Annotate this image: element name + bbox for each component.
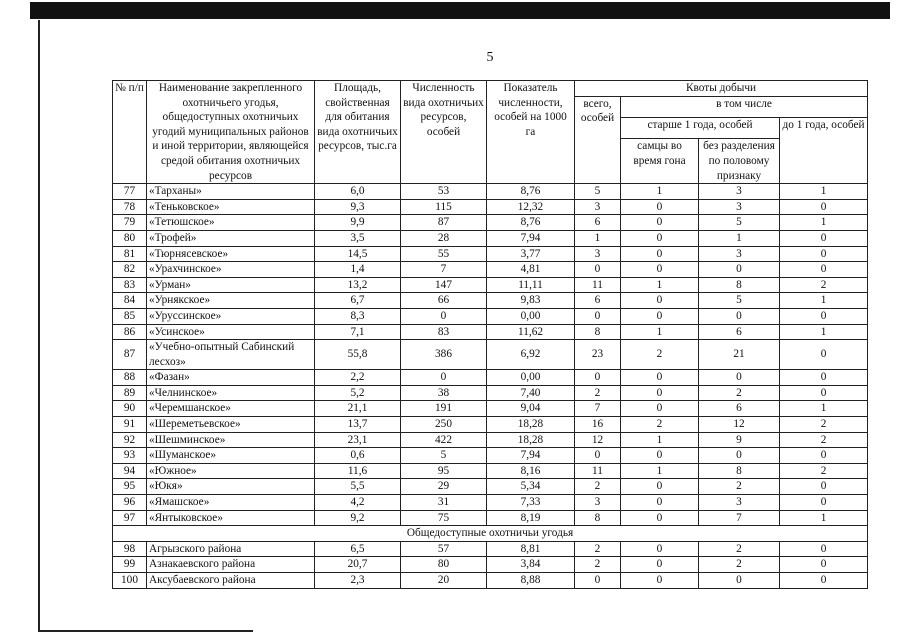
cell-value: 8,19 — [487, 510, 575, 526]
cell-value: 18,28 — [487, 417, 575, 433]
cell-value: 87 — [113, 340, 147, 370]
cell-value: 0 — [575, 448, 621, 464]
cell-name: «Усинское» — [147, 324, 315, 340]
cell-value: 87 — [401, 215, 487, 231]
cell-value: 99 — [113, 557, 147, 573]
cell-value: 66 — [401, 293, 487, 309]
cell-value: 2 — [780, 277, 868, 293]
section-row-group — [113, 526, 868, 542]
cell-value: 23,1 — [315, 432, 401, 448]
cell-value: 21 — [699, 340, 780, 370]
cell-name: «Учебно-опытный Сабинский лесхоз» — [147, 340, 315, 370]
cell-value: 1,4 — [315, 262, 401, 278]
cell-value: 1 — [575, 230, 621, 246]
cell-value: 3 — [699, 184, 780, 200]
cell-value: 3,5 — [315, 230, 401, 246]
cell-value: 0 — [621, 262, 699, 278]
cell-value: 0 — [621, 293, 699, 309]
cell-name: «Челнинское» — [147, 385, 315, 401]
cell-value: 8 — [575, 510, 621, 526]
cell-value: 89 — [113, 385, 147, 401]
table-row — [113, 230, 868, 246]
cell-value: 95 — [113, 479, 147, 495]
cell-value: 57 — [401, 541, 487, 557]
cell-value: 1 — [780, 324, 868, 340]
cell-value: 7 — [401, 262, 487, 278]
cell-value: 9,3 — [315, 199, 401, 215]
cell-value: 83 — [401, 324, 487, 340]
cell-value: 11 — [575, 463, 621, 479]
cell-value: 31 — [401, 495, 487, 511]
cell-name: «Тарханы» — [147, 184, 315, 200]
cell-value: 6,0 — [315, 184, 401, 200]
cell-value: 2 — [575, 385, 621, 401]
cell-value: 9,04 — [487, 401, 575, 417]
cell-value: 0 — [699, 573, 780, 589]
cell-value: 0 — [780, 370, 868, 386]
table-row — [113, 308, 868, 324]
header-area: Площадь, свойственная для обитания вида охотничьих ресурсов, тыс.га — [315, 81, 401, 184]
section-row — [113, 526, 868, 542]
cell-value: 0 — [621, 385, 699, 401]
cell-value: 1 — [621, 277, 699, 293]
cell-value: 8,81 — [487, 541, 575, 557]
table-row — [113, 417, 868, 433]
cell-value: 1 — [621, 463, 699, 479]
cell-value: 2 — [621, 417, 699, 433]
table-row — [113, 432, 868, 448]
cell-value: 8 — [699, 277, 780, 293]
cell-value: 92 — [113, 432, 147, 448]
cell-value: 7,33 — [487, 495, 575, 511]
cell-value: 386 — [401, 340, 487, 370]
cell-value: 2 — [780, 417, 868, 433]
cell-name: «Шешминское» — [147, 432, 315, 448]
cell-name: «Ямашское» — [147, 495, 315, 511]
cell-value: 0 — [621, 230, 699, 246]
cell-value: 1 — [780, 184, 868, 200]
cell-value: 0 — [621, 401, 699, 417]
cell-value: 5,2 — [315, 385, 401, 401]
cell-value: 94 — [113, 463, 147, 479]
cell-value: 0 — [699, 262, 780, 278]
cell-value: 13,2 — [315, 277, 401, 293]
cell-value: 3 — [575, 495, 621, 511]
cell-value: 2 — [575, 557, 621, 573]
cell-value: 7 — [699, 510, 780, 526]
cell-value: 84 — [113, 293, 147, 309]
cell-value: 20 — [401, 573, 487, 589]
cell-value: 1 — [621, 184, 699, 200]
cell-value: 1 — [699, 230, 780, 246]
cell-value: 0 — [621, 495, 699, 511]
cell-value: 8,76 — [487, 184, 575, 200]
cell-value: 85 — [113, 308, 147, 324]
cell-name: «Урнякское» — [147, 293, 315, 309]
cell-value: 0 — [621, 479, 699, 495]
cell-value: 115 — [401, 199, 487, 215]
cell-value: 9,83 — [487, 293, 575, 309]
table-row — [113, 324, 868, 340]
table-row — [113, 557, 868, 573]
cell-value: 6 — [575, 215, 621, 231]
cell-value: 80 — [113, 230, 147, 246]
cell-value: 11 — [575, 277, 621, 293]
cell-value: 3,84 — [487, 557, 575, 573]
cell-value: 3 — [575, 199, 621, 215]
cell-value: 5 — [699, 293, 780, 309]
cell-value: 0,00 — [487, 308, 575, 324]
header-num: № п/п — [113, 81, 147, 184]
cell-value: 6 — [699, 324, 780, 340]
scan-border-top — [30, 2, 890, 19]
cell-value: 0 — [699, 448, 780, 464]
cell-value: 2 — [575, 479, 621, 495]
table-row — [113, 277, 868, 293]
quota-table — [112, 80, 868, 589]
cell-value: 0 — [575, 308, 621, 324]
table-row — [113, 246, 868, 262]
scan-border-left — [38, 20, 40, 632]
cell-value: 95 — [401, 463, 487, 479]
cell-value: 0 — [699, 308, 780, 324]
cell-value: 93 — [113, 448, 147, 464]
cell-value: 0 — [575, 370, 621, 386]
cell-value: 0 — [780, 541, 868, 557]
cell-value: 191 — [401, 401, 487, 417]
cell-value: 2 — [699, 479, 780, 495]
cell-value: 91 — [113, 417, 147, 433]
cell-value: 2 — [780, 432, 868, 448]
cell-value: 0 — [575, 573, 621, 589]
table-body — [113, 184, 868, 526]
cell-value: 6 — [575, 293, 621, 309]
cell-value: 81 — [113, 246, 147, 262]
header-name: Наименование закрепленного охотничьего угодья, общедоступных охотничьих угодий муниципальных районов и иной территории, являющейся средой обитания охотничьих ресурсов — [147, 81, 315, 184]
table-row — [113, 463, 868, 479]
cell-name: Азнакаевского района — [147, 557, 315, 573]
header-nosex: без разделения по половому признаку — [699, 139, 780, 184]
cell-value: 0 — [401, 370, 487, 386]
cell-value: 3 — [699, 495, 780, 511]
cell-value: 9,2 — [315, 510, 401, 526]
table-row — [113, 448, 868, 464]
cell-value: 98 — [113, 541, 147, 557]
cell-value: 75 — [401, 510, 487, 526]
cell-value: 79 — [113, 215, 147, 231]
cell-value: 11,11 — [487, 277, 575, 293]
table-row — [113, 573, 868, 589]
cell-value: 6,92 — [487, 340, 575, 370]
cell-value: 11,6 — [315, 463, 401, 479]
cell-value: 96 — [113, 495, 147, 511]
cell-value: 0 — [621, 541, 699, 557]
table-row — [113, 184, 868, 200]
header-quota: Квоты добычи — [575, 81, 868, 97]
cell-value: 80 — [401, 557, 487, 573]
cell-value: 2 — [621, 340, 699, 370]
cell-value: 8 — [575, 324, 621, 340]
cell-value: 0 — [780, 573, 868, 589]
header-total: всего, особей — [575, 96, 621, 184]
scan-border-bottom — [38, 630, 253, 632]
cell-value: 3 — [575, 246, 621, 262]
cell-value: 2 — [699, 541, 780, 557]
cell-value: 9,9 — [315, 215, 401, 231]
cell-name: «Шереметьевское» — [147, 417, 315, 433]
cell-value: 2,3 — [315, 573, 401, 589]
cell-value: 0 — [621, 246, 699, 262]
cell-value: 0 — [780, 230, 868, 246]
cell-name: «Тюрнясевское» — [147, 246, 315, 262]
cell-value: 7,94 — [487, 448, 575, 464]
cell-value: 1 — [780, 510, 868, 526]
cell-value: 4,2 — [315, 495, 401, 511]
cell-value: 7 — [575, 401, 621, 417]
cell-value: 8,88 — [487, 573, 575, 589]
cell-name: «Фазан» — [147, 370, 315, 386]
cell-name: «Янтыковское» — [147, 510, 315, 526]
cell-value: 18,28 — [487, 432, 575, 448]
cell-value: 0,00 — [487, 370, 575, 386]
cell-value: 3,77 — [487, 246, 575, 262]
table-row — [113, 479, 868, 495]
cell-value: 0 — [621, 370, 699, 386]
cell-value: 0 — [621, 215, 699, 231]
table-row — [113, 262, 868, 278]
cell-value: 0 — [699, 370, 780, 386]
cell-value: 0 — [621, 557, 699, 573]
cell-value: 6,7 — [315, 293, 401, 309]
cell-value: 2 — [699, 385, 780, 401]
cell-value: 6,5 — [315, 541, 401, 557]
cell-value: 97 — [113, 510, 147, 526]
cell-value: 53 — [401, 184, 487, 200]
table-row — [113, 510, 868, 526]
cell-value: 6 — [699, 401, 780, 417]
cell-value: 5,34 — [487, 479, 575, 495]
cell-value: 7,40 — [487, 385, 575, 401]
cell-value: 86 — [113, 324, 147, 340]
cell-value: 2 — [780, 463, 868, 479]
cell-value: 12,32 — [487, 199, 575, 215]
cell-value: 78 — [113, 199, 147, 215]
cell-value: 82 — [113, 262, 147, 278]
cell-value: 0 — [780, 557, 868, 573]
table-row — [113, 401, 868, 417]
cell-value: 2 — [575, 541, 621, 557]
table-row — [113, 215, 868, 231]
cell-value: 0 — [780, 340, 868, 370]
cell-name: «Уруссинское» — [147, 308, 315, 324]
cell-value: 55,8 — [315, 340, 401, 370]
cell-value: 5 — [401, 448, 487, 464]
cell-value: 1 — [621, 324, 699, 340]
cell-value: 12 — [699, 417, 780, 433]
cell-name: «Юкя» — [147, 479, 315, 495]
cell-value: 13,7 — [315, 417, 401, 433]
table-header — [113, 81, 868, 184]
cell-value: 77 — [113, 184, 147, 200]
cell-name: «Шуманское» — [147, 448, 315, 464]
cell-value: 14,5 — [315, 246, 401, 262]
cell-value: 0 — [621, 448, 699, 464]
cell-value: 1 — [621, 432, 699, 448]
cell-value: 0 — [621, 308, 699, 324]
cell-value: 2 — [699, 557, 780, 573]
cell-value: 1 — [780, 215, 868, 231]
cell-value: 88 — [113, 370, 147, 386]
cell-value: 0 — [780, 479, 868, 495]
table-row — [113, 541, 868, 557]
cell-value: 7,94 — [487, 230, 575, 246]
cell-value: 422 — [401, 432, 487, 448]
header-young: до 1 года, особей — [780, 117, 868, 183]
cell-value: 0 — [780, 246, 868, 262]
header-count: Численность вида охотничьих ресурсов, особей — [401, 81, 487, 184]
cell-value: 147 — [401, 277, 487, 293]
cell-value: 9 — [699, 432, 780, 448]
cell-value: 7,1 — [315, 324, 401, 340]
cell-name: Аксубаевского района — [147, 573, 315, 589]
cell-value: 0,6 — [315, 448, 401, 464]
cell-name: «Черемшанское» — [147, 401, 315, 417]
cell-value: 1 — [780, 293, 868, 309]
table-row — [113, 385, 868, 401]
table-row — [113, 495, 868, 511]
header-including: в том числе — [621, 96, 868, 117]
cell-value: 38 — [401, 385, 487, 401]
cell-value: 29 — [401, 479, 487, 495]
cell-value: 8 — [699, 463, 780, 479]
cell-value: 5,5 — [315, 479, 401, 495]
cell-value: 0 — [780, 448, 868, 464]
cell-value: 0 — [780, 199, 868, 215]
page-number: 5 — [486, 50, 494, 65]
cell-value: 0 — [401, 308, 487, 324]
cell-value: 28 — [401, 230, 487, 246]
cell-value: 11,62 — [487, 324, 575, 340]
cell-name: «Тетюшское» — [147, 215, 315, 231]
cell-value: 5 — [575, 184, 621, 200]
cell-name: «Урман» — [147, 277, 315, 293]
table-row — [113, 340, 868, 370]
cell-value: 0 — [621, 573, 699, 589]
cell-name: «Теньковское» — [147, 199, 315, 215]
cell-value: 100 — [113, 573, 147, 589]
cell-value: 0 — [780, 262, 868, 278]
section-title: Общедоступные охотничьи угодья — [113, 526, 868, 542]
table-body-public — [113, 541, 868, 588]
cell-name: «Трофей» — [147, 230, 315, 246]
table-row — [113, 199, 868, 215]
header-older: старше 1 года, особей — [621, 117, 780, 138]
cell-value: 0 — [780, 385, 868, 401]
cell-value: 250 — [401, 417, 487, 433]
header-density: Показатель численности, особей на 1000 га — [487, 81, 575, 184]
cell-value: 0 — [780, 495, 868, 511]
cell-value: 3 — [699, 246, 780, 262]
cell-value: 55 — [401, 246, 487, 262]
cell-name: «Южное» — [147, 463, 315, 479]
cell-value: 0 — [621, 199, 699, 215]
cell-value: 0 — [575, 262, 621, 278]
cell-value: 12 — [575, 432, 621, 448]
cell-value: 83 — [113, 277, 147, 293]
cell-value: 0 — [780, 308, 868, 324]
cell-name: Агрызского района — [147, 541, 315, 557]
cell-value: 1 — [780, 401, 868, 417]
cell-value: 0 — [621, 510, 699, 526]
cell-value: 23 — [575, 340, 621, 370]
cell-value: 8,3 — [315, 308, 401, 324]
cell-value: 20,7 — [315, 557, 401, 573]
cell-value: 4,81 — [487, 262, 575, 278]
cell-value: 3 — [699, 199, 780, 215]
cell-value: 16 — [575, 417, 621, 433]
cell-value: 21,1 — [315, 401, 401, 417]
cell-value: 90 — [113, 401, 147, 417]
cell-value: 5 — [699, 215, 780, 231]
cell-value: 8,16 — [487, 463, 575, 479]
table-row — [113, 370, 868, 386]
header-males: самцы во время гона — [621, 139, 699, 184]
cell-name: «Урахчинское» — [147, 262, 315, 278]
cell-value: 8,76 — [487, 215, 575, 231]
table-row — [113, 293, 868, 309]
cell-value: 2,2 — [315, 370, 401, 386]
